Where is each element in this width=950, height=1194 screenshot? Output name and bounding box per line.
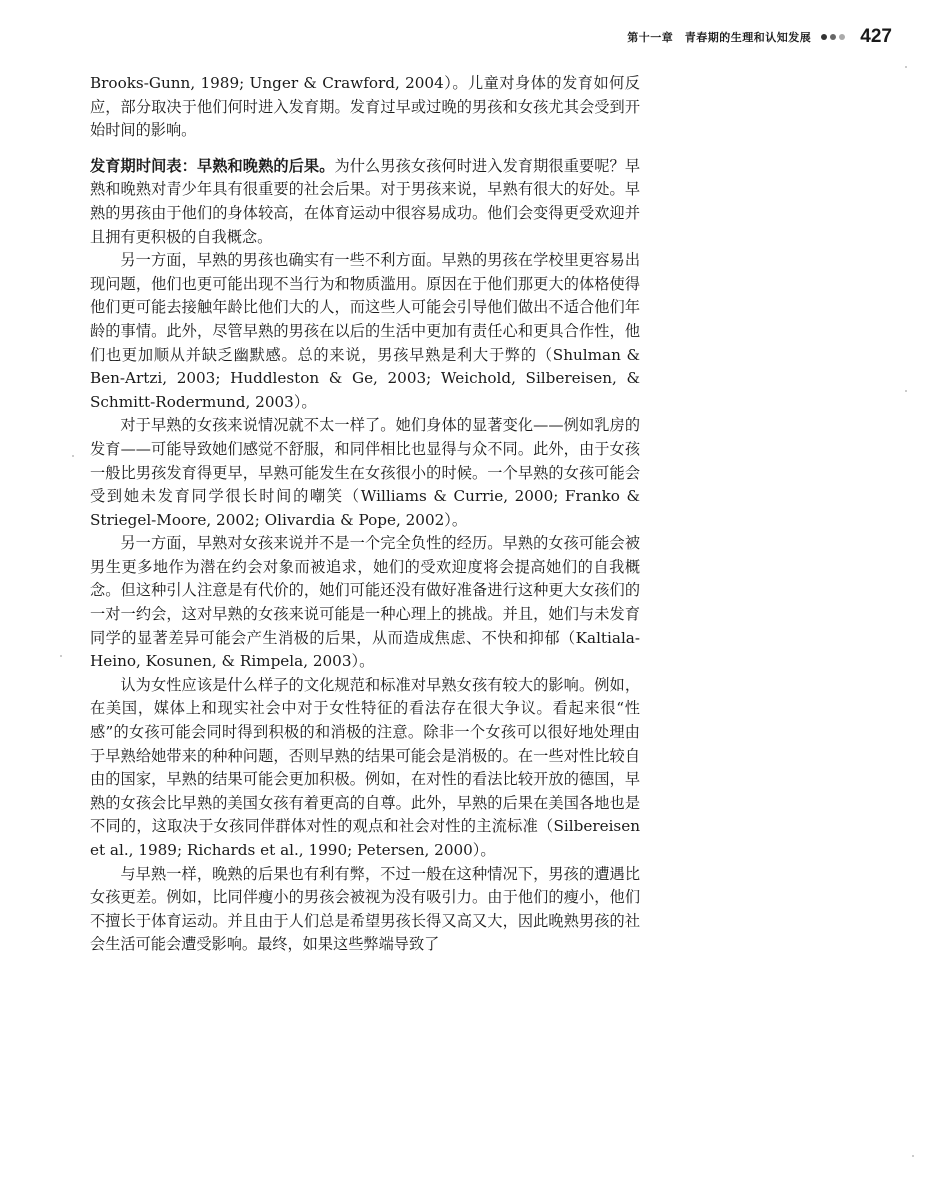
header-dots: [821, 34, 848, 40]
paragraph: 认为女性应该是什么样子的文化规范和标准对早熟女孩有较大的影响。例如，在美国，媒体上和现实社会中对于女性特征的看法存在很大争议。看起来很“性感”的女孩可能会同时得到积极的和消极的注意。除非一个女孩可以很好地处理由于早熟给她带来的种种问题，否则早熟的结果可能会是消极的。在一些对性比较自由的国家，早熟的结果可能会更加积极。例如，在对性的看法比较开放的德国，早熟的女孩会比早熟的美国女孩有着更高的自尊。此外，早熟的后果在美国各地也是不同的，这取决于女孩同伴群体对性的观点和社会对性的主流标准（Silbereisen et al., 1989; Richards et al., 1990; Petersen, 2000）。: [90, 675, 640, 859]
scan-speck: [912, 1155, 914, 1157]
paragraph: 另一方面，早熟对女孩来说并不是一个完全负性的经历。早熟的女孩可能会被男生更多地作为潜在约会对象而被追求，她们的受欢迎度将会提高她们的自我概念。但这种引人注意是有代价的，她们可能还没有做好准备进行这种更大女孩们的一对一约会，这对早熟的女孩来说可能是一种心理上的挑战。并且，她们与未发育同学的显著差异可能会产生消极的后果，从而造成焦虑、不快和抑郁（Kaltiala-Heino, Kosunen, & Rimpela, 2003）。: [90, 534, 640, 671]
section-heading: 发育期时间表：早熟和晚熟的后果。: [90, 156, 335, 175]
dot-icon: [839, 34, 845, 40]
paragraph-section-intro: [90, 155, 640, 249]
dot-icon: [821, 34, 827, 40]
page-number: 427: [860, 26, 892, 47]
paragraph: 对于早熟的女孩来说情况就不太一样了。她们身体的显著变化——例如乳房的发育——可能导致她们感觉不舒服，和同伴相比也显得与众不同。此外，由于女孩一般比男孩发育得更早，早熟可能发生在女孩很小的时候。一个早熟的女孩可能会受到她未发育同学很长时间的嘲笑（Williams & Currie, 2000; Franko & Striegel-Moore, 2002; Olivardia & Pope, 2002）。: [90, 416, 640, 529]
body-text: [90, 72, 640, 957]
scan-speck: [60, 655, 62, 657]
paragraph: 与早熟一样，晚熟的后果也有利有弊，不过一般在这种情况下，男孩的遭遇比女孩更差。例如，比同伴瘦小的男孩会被视为没有吸引力。由于他们的瘦小，他们不擅长于体育运动。并且由于人们总是希望男孩长得又高又大，因此晚熟男孩的社会生活可能会遭受影响。最终，如果这些弊端导致了: [90, 864, 640, 954]
running-header: [627, 26, 892, 48]
paragraph: 另一方面，早熟的男孩也确实有一些不利方面。早熟的男孩在学校里更容易出现问题，他们也更可能出现不当行为和物质滥用。原因在于他们那更大的体格使得他们更可能去接触年龄比他们大的人，而这些人可能会引导他们做出不适合他们年龄的事情。此外，尽管早熟的男孩在以后的生活中更加有责任心和更具合作性，他们也更加顺从并缺乏幽默感。总的来说，男孩早熟是利大于弊的（Shulman & Ben-Artzi, 2003; Huddleston & Ge, 2003; Weichold, Silbereisen, & Schmitt-Rodermund, 2003）。: [90, 251, 640, 411]
scan-speck: [905, 390, 907, 392]
dot-icon: [830, 34, 836, 40]
scan-speck: [72, 455, 74, 457]
scan-speck: [905, 66, 907, 68]
section-intro-text: 为什么男孩女孩何时进入发育期很重要呢？早熟和晚熟对青少年具有很重要的社会后果。对于男孩来说，早熟有很大的好处。早熟的男孩由于他们的身体较高，在体育运动中很容易成功。他们会变得更受欢迎并且拥有更积极的自我概念。: [90, 156, 641, 246]
paragraph-continuation: Brooks-Gunn, 1989; Unger & Crawford, 2004）。儿童对身体的发育如何反应，部分取决于他们何时进入发育期。发育过早或过晚的男孩和女孩尤其会受到开始时间的影响。: [90, 74, 640, 140]
chapter-title: 第十一章 青春期的生理和认知发展: [627, 31, 812, 44]
